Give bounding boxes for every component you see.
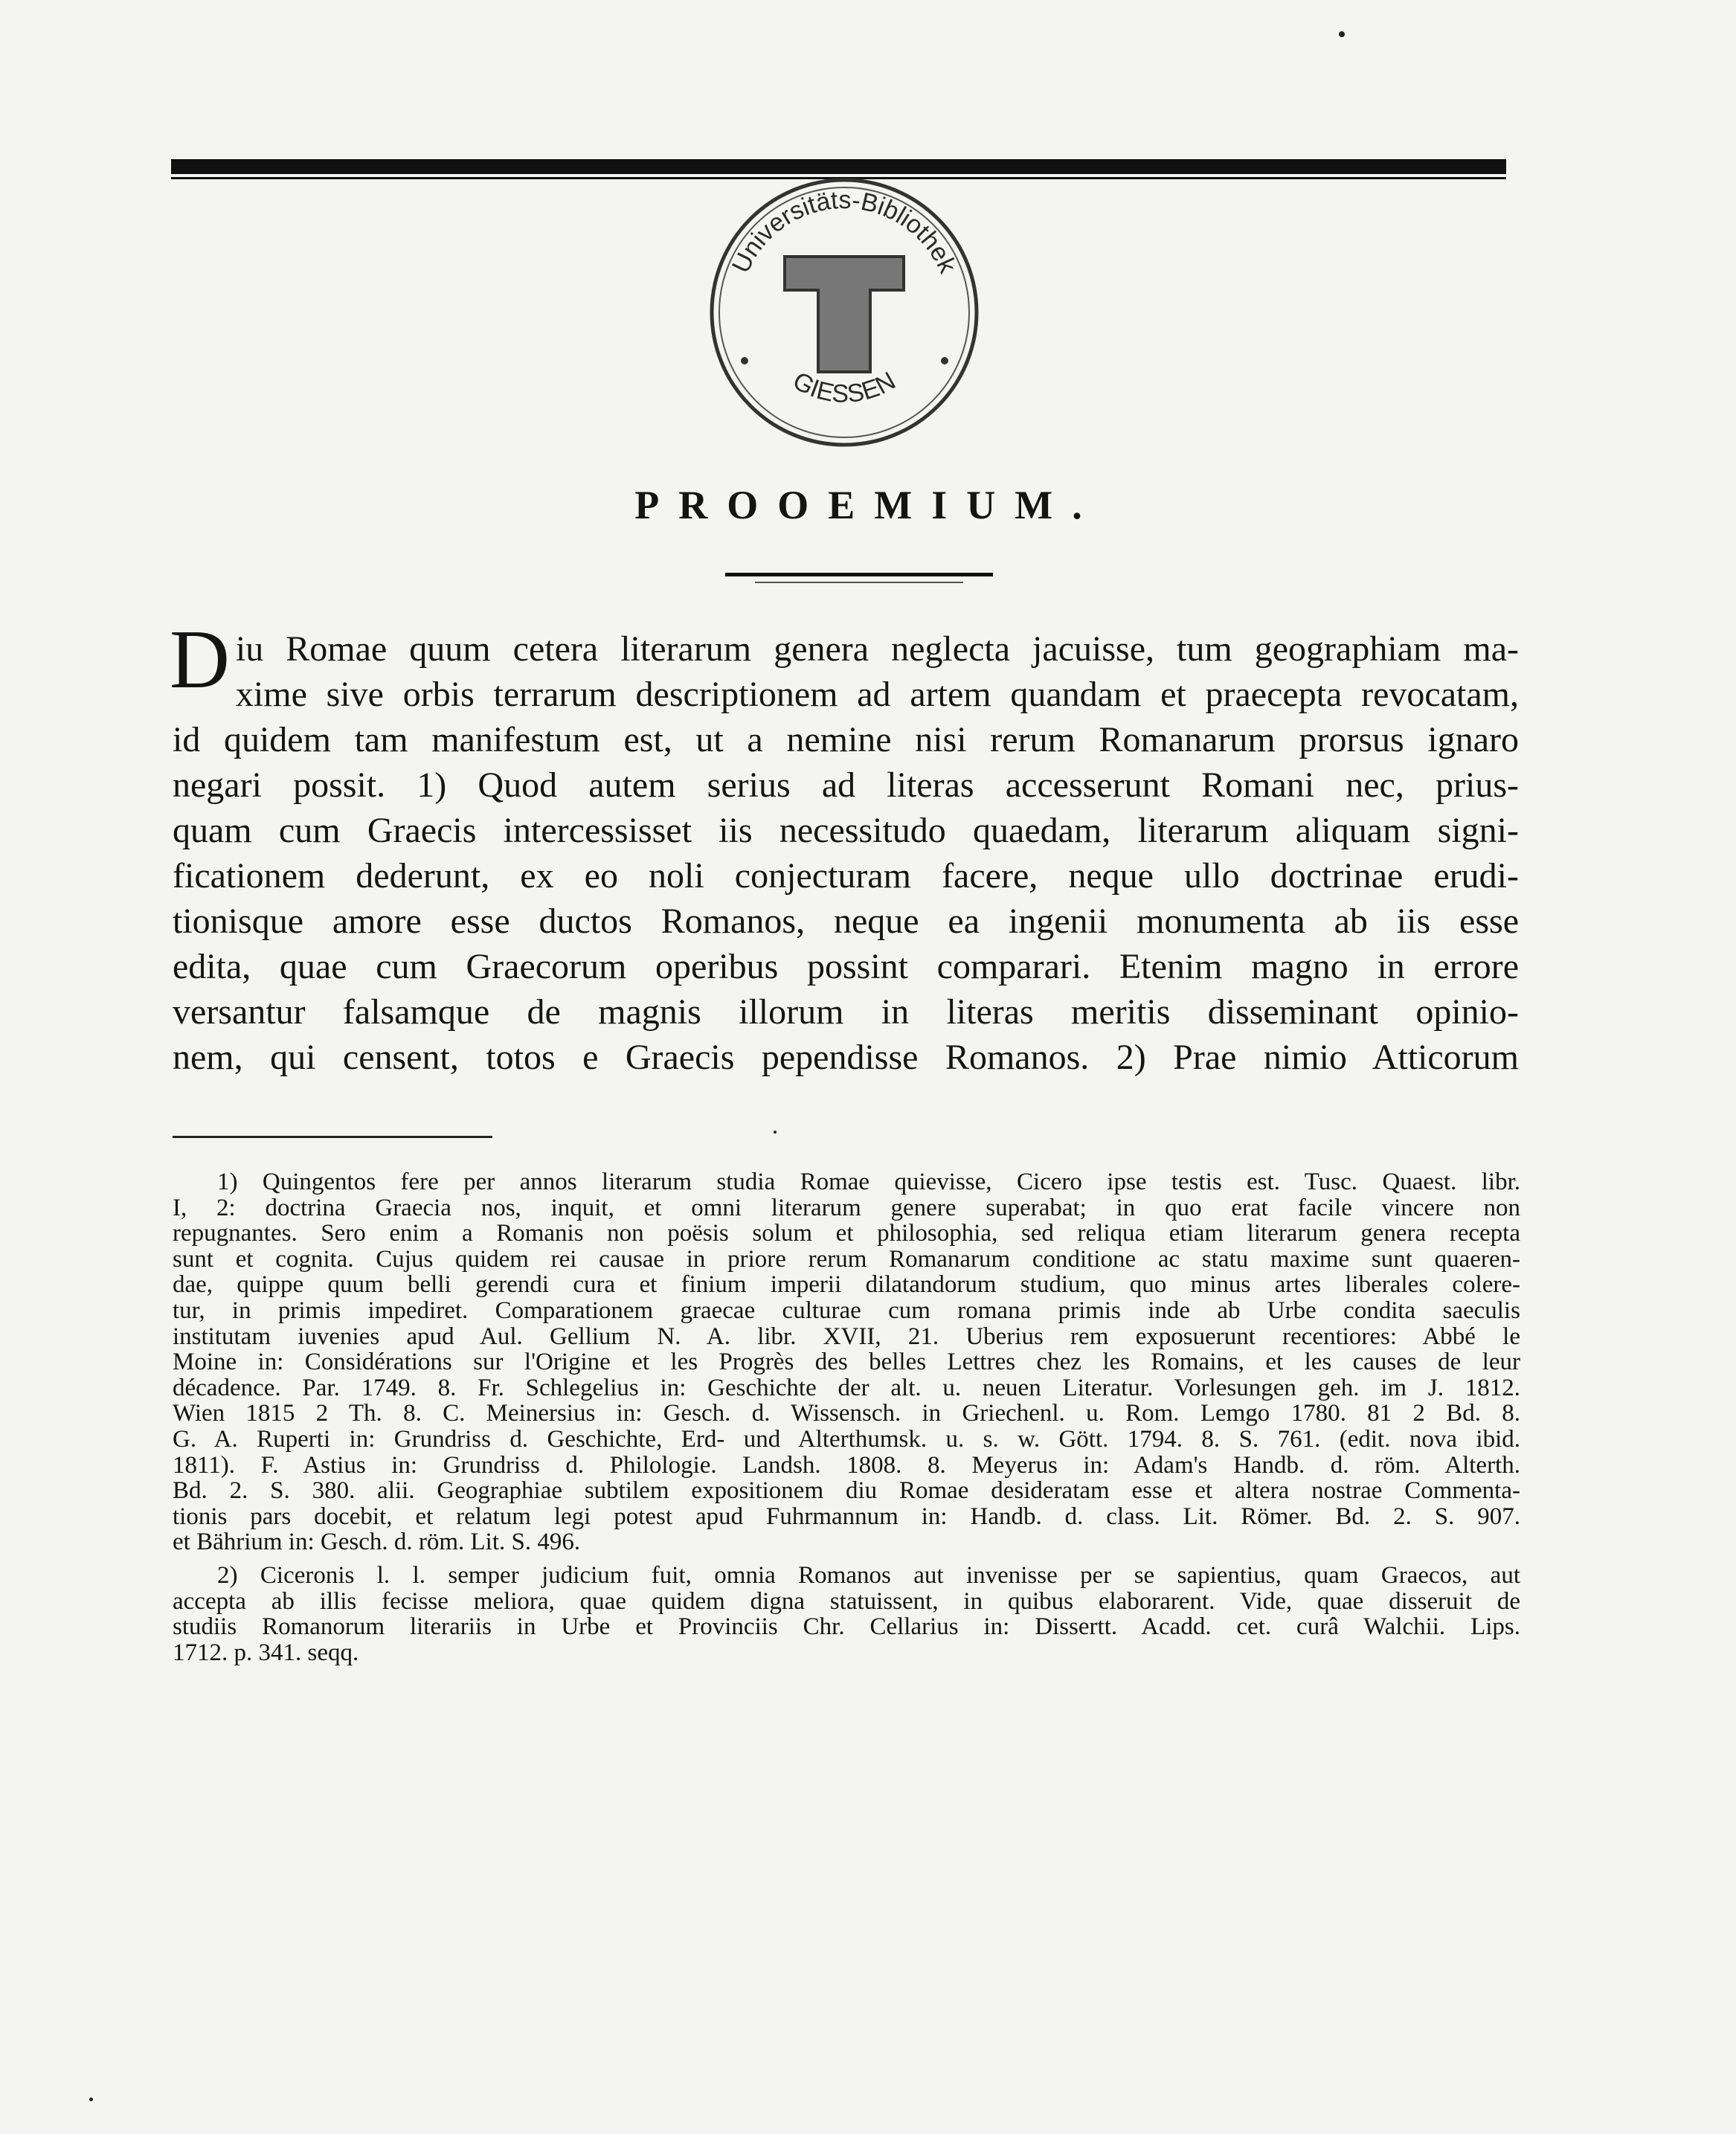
title-rule <box>725 573 993 576</box>
footnote-1-line: Moine in: Considérations sur l'Origine et les Progrès des belles Lettres chez les Romains, et les causes de leur <box>173 1349 1520 1376</box>
footnote-1-line: I, 2: doctrina Graecia nos, inquit, et omni literarum genere superabat; in quo erat facile vincere non <box>173 1194 1520 1221</box>
footnote-1-line: tionis pars docebit, et relatum legi potest apud Fuhrmannum in: Handb. d. class. Lit. Römer. Bd. 2. S. 907. <box>173 1503 1520 1530</box>
footnote-2-line: 1712. p. 341. seqq. <box>173 1639 359 1666</box>
paper-speck <box>89 2098 93 2101</box>
footnote-1-line: repugnantes. Sero enim a Romanis non poësis solum et philosophia, sed reliqua etiam literarum genera recepta <box>173 1220 1520 1247</box>
footnote-2-line: 2) Ciceronis l. l. semper judicium fuit, omnia Romanos aut invenisse per se sapientius, quam Graecos, aut <box>217 1561 1520 1589</box>
footnote-1-line: tur, in primis impediret. Comparationem graecae culturae cum romana primis inde ab Urbe condita saeculis <box>173 1296 1520 1324</box>
body-line: iu Romae quum cetera literarum genera neglecta jacuisse, tum geographiam ma- <box>235 629 1519 669</box>
footnote-1-line: sunt et cognita. Cujus quidem rei causae in priore rerum Romanarum conditione ac statu maxime sunt quaeren- <box>173 1245 1520 1273</box>
body-line: edita, quae cum Graecorum operibus possint comparari. Etenim magno in errore <box>173 947 1519 986</box>
body-paragraph <box>170 614 1519 1080</box>
footnotes <box>173 1169 1520 1665</box>
footnote-1-line: G. A. Ruperti in: Grundriss d. Geschichte, Erd- und Alterthumsk. u. s. w. Gött. 1794. 8. S. 761. (edit. nova ibid. <box>173 1425 1520 1453</box>
footnote-2-line: studiis Romanorum literariis in Urbe et Provinciis Chr. Cellarius in: Dissertt. Acadd. cet. curâ Walchii. Lips. <box>173 1613 1520 1641</box>
body-line: nem, qui censent, totos e Graecis pependisse Romanos. 2) Prae nimio Atticorum <box>173 1038 1519 1077</box>
paper-speck <box>774 1131 777 1134</box>
page-title: PROOEMIUM. <box>634 483 1102 527</box>
footnote-1-line: Wien 1815 2 Th. 8. C. Meinersius in: Gesch. d. Wissensch. in Griechenl. u. Rom. Lemgo 1780. 81 2 Bd. 8. <box>173 1400 1520 1427</box>
body-line: tionisque amore esse ductos Romanos, neque ea ingenii monumenta ab iis esse <box>173 902 1519 941</box>
footnote-1-line: décadence. Par. 1749. 8. Fr. Schlegelius in: Geschichte der alt. u. neuen Literatur. Vorlesungen geh. im J. 1812. <box>173 1374 1520 1401</box>
stamp-text-top: Universitäts-Bibliothek <box>726 185 962 277</box>
tau-cross-icon <box>785 257 904 372</box>
footnote-1-line: dae, quippe quum belli gerendi cura et finium imperii dilatandorum studium, quo minus artes liberales colere- <box>173 1271 1520 1299</box>
stamp-text-bottom: GIESSEN <box>788 366 901 409</box>
footnote-1-line: et Bährium in: Gesch. d. röm. Lit. S. 496. <box>173 1529 581 1556</box>
footnote-2-line: accepta ab illis fecisse meliora, quae quidem digna statuissent, in quibus elaborarent. Vide, quae disseruit de <box>173 1587 1520 1615</box>
footnote-1-line: 1811). F. Astius in: Grundriss d. Philologie. Landsh. 1808. 8. Meyerus in: Adam's Handb. d. röm. Alterth. <box>173 1451 1520 1479</box>
footnote-1-line: 1) Quingentos fere per annos literarum studia Romae quievisse, Cicero ipse testis est. Tusc. Quaest. libr. <box>217 1169 1520 1195</box>
body-line: quam cum Graecis intercessisset iis necessitudo quaedam, literarum aliquam signi- <box>173 811 1519 850</box>
footnote-1-line: Bd. 2. S. 380. alii. Geographiae subtilem expositionem diu Romae desideratam esse et altera nostrae Commenta- <box>173 1477 1520 1505</box>
footnote-rule <box>173 1136 492 1138</box>
footnote-1-line: institutam iuvenies apud Aul. Gellium N. A. libr. XVII, 21. Uberius rem exposuerunt recentiores: Abbé le <box>173 1322 1520 1350</box>
body-line: xime sive orbis terrarum descriptionem ad artem quandam et praecepta revocatam, <box>235 675 1519 714</box>
drop-cap: D <box>170 614 230 706</box>
body-line: ficationem dederunt, ex eo noli conjecturam facere, neque ullo doctrinae erudi- <box>173 856 1519 896</box>
library-stamp <box>703 171 986 454</box>
body-line: negari possit. 1) Quod autem serius ad literas accesserunt Romani nec, prius- <box>173 765 1519 805</box>
body-line: versantur falsamque de magnis illorum in literas meritis disseminant opinio- <box>173 992 1519 1032</box>
stamp-dot-right <box>941 357 948 364</box>
body-line: id quidem tam manifestum est, ut a nemine nisi rerum Romanarum prorsus ignaro <box>173 720 1519 759</box>
paper-speck <box>1339 31 1345 37</box>
stamp-dot-left <box>741 357 748 364</box>
